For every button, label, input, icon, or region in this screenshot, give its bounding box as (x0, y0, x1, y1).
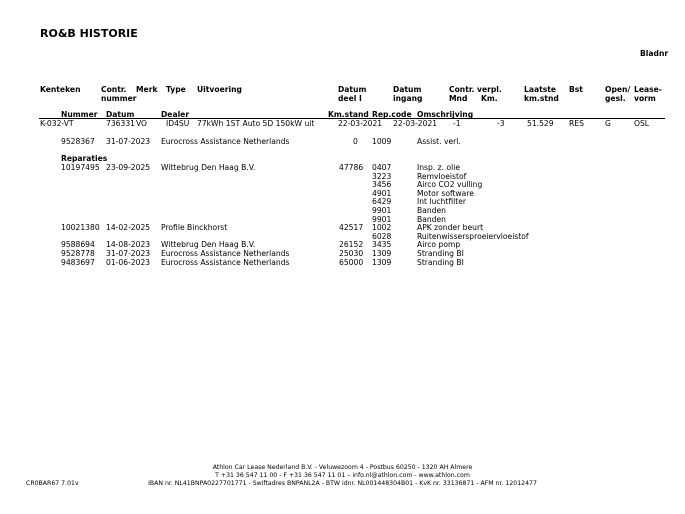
header-uitvoering: Uitvoering (197, 85, 242, 94)
report-title: RO&B HISTORIE (40, 27, 138, 40)
repair-dealer: Profile Binckhorst (161, 223, 228, 233)
repair-rep-code: 3223 (372, 171, 392, 181)
assist-dealer: Eurocross Assistance Netherlands (161, 137, 290, 146)
vehicle-merk: VO (136, 119, 148, 128)
vehicle-kenteken: K-032-VT (40, 119, 74, 128)
header-rep-code: Rep.code (372, 110, 412, 119)
repair-omschrijving: Airco CO2 vulling (417, 180, 483, 190)
vehicle-contract: 736331 (106, 119, 135, 128)
repair-rep-code: 3456 (372, 180, 392, 190)
vehicle-type: ID4SU (166, 119, 190, 128)
vehicle-uitvoering: 77kWh 1ST Auto 5D 150kW uit (197, 119, 315, 128)
header-km-stand: Km.stand (328, 110, 369, 119)
repair-nummer: 9483697 (61, 257, 95, 267)
repair-omschrijving: Banden (417, 214, 446, 224)
header-months: Mnd (449, 94, 468, 103)
header-open-closed-2: gesl. (605, 94, 626, 103)
vehicle-datum-ingang: 22-03-2021 (393, 119, 438, 128)
footer-bank-details: IBAN nr. NL41BNPA0227701771 - Swiftadres BNPANL2A - BTW idnr. NL001448304B01 - KvK nr. 33136871 - AFM nr. 12012477 (148, 480, 537, 487)
vehicle-km: -3 (497, 119, 505, 128)
repair-rep-code: 4901 (372, 188, 392, 198)
header-merk: Merk (136, 85, 158, 94)
repair-nummer: 10021380 (61, 223, 100, 233)
footer-contact: T +31 36 547 11 00 - F +31 36 547 11 01 – info.nl@athlon.com - www.athlon.com (215, 472, 470, 479)
header-datum-ingang-1: Datum (393, 85, 422, 94)
repair-rep-code: 9901 (372, 214, 392, 224)
repair-omschrijving: Airco pomp (417, 240, 461, 250)
vehicle-open-closed: G (605, 119, 611, 128)
assist-km-stand: 0 (353, 137, 358, 146)
repair-nummer: 9528778 (61, 249, 95, 258)
repair-datum: 31-07-2023 (106, 249, 151, 258)
repair-km-stand: 42517 (339, 223, 364, 233)
repair-omschrijving: Remvloeistof (417, 171, 467, 181)
repair-omschrijving: Banden (417, 206, 446, 215)
repair-km-stand: 26152 (339, 240, 364, 250)
header-datum-ingang-2: ingang (393, 94, 423, 103)
header-open-closed-1: Open/ (605, 85, 631, 94)
header-dealer: Dealer (161, 110, 190, 119)
repairs-section-label: Reparaties (61, 154, 108, 163)
repair-nummer: 9588694 (61, 240, 95, 250)
header-last-km-1: Laatste (524, 85, 557, 94)
repair-km-stand: 47786 (339, 163, 364, 172)
page-number-label: Bladnr (640, 49, 669, 58)
header-lease-type-1: Lease- (634, 85, 662, 94)
vehicle-bst: RES (569, 119, 584, 128)
repair-rep-code: 6429 (372, 197, 392, 207)
footer-form-code: CR0BAR67 7.01v (26, 480, 79, 487)
repair-omschrijving: Int luchtfilter (417, 197, 466, 207)
header-datum-deel-1: Datum (338, 85, 367, 94)
assist-datum: 31-07-2023 (106, 137, 151, 146)
repair-datum: 01-06-2023 (106, 257, 151, 267)
repair-nummer: 10197495 (61, 163, 100, 172)
header-contract-number-2: nummer (101, 94, 137, 103)
repair-rep-code: 9901 (372, 206, 392, 215)
repair-omschrijving: Stranding BI (417, 249, 464, 258)
repair-rep-code: 1309 (372, 257, 392, 267)
assist-nummer: 9528367 (61, 137, 95, 146)
header-lease-type-2: vorm (634, 94, 656, 103)
vehicle-last-km: 51.529 (527, 119, 554, 128)
repair-dealer: Wittebrug Den Haag B.V. (161, 240, 256, 250)
vehicle-datum-deel-1: 22-03-2021 (338, 119, 383, 128)
repair-rep-code: 1002 (372, 223, 392, 233)
header-type: Type (166, 85, 186, 94)
vehicle-months: -1 (453, 119, 461, 128)
assist-rep-code: 1009 (372, 137, 392, 146)
repair-omschrijving: Ruitenwissersproeiervloeistof (417, 231, 529, 241)
repair-rep-code: 0407 (372, 163, 392, 172)
repair-omschrijving: Stranding BI (417, 257, 464, 267)
repair-omschrijving: Insp. z. olie (417, 163, 461, 172)
header-contract-obligation: Contr. verpl. (449, 85, 502, 94)
vehicle-lease-type: OSL (634, 119, 650, 128)
repair-datum: 23-09-2025 (106, 163, 151, 172)
header-kenteken: Kenteken (40, 85, 81, 94)
footer-address: Athlon Car Lease Nederland B.V. - Veluwezoom 4 - Postbus 60250 - 1320 AH Almere (212, 464, 473, 471)
header-omschrijving: Omschrijving (417, 110, 474, 119)
repair-omschrijving: APK zonder beurt (417, 223, 484, 233)
header-bst: Bst (569, 85, 583, 94)
repair-km-stand: 65000 (339, 257, 364, 267)
repair-rep-code: 3435 (372, 240, 392, 250)
repair-datum: 14-02-2025 (106, 223, 151, 233)
header-contract-number-1: Contr. (101, 85, 127, 94)
repair-dealer: Eurocross Assistance Netherlands (161, 257, 290, 267)
header-datum-deel-2: deel I (338, 94, 362, 103)
header-last-km-2: km.stnd (524, 94, 559, 103)
repair-datum: 14-08-2023 (106, 240, 151, 250)
repair-rep-code: 1309 (372, 249, 392, 258)
header-km: Km. (481, 94, 498, 103)
repair-omschrijving: Motor software (417, 188, 474, 198)
header-datum: Datum (106, 110, 135, 119)
repair-dealer: Eurocross Assistance Netherlands (161, 249, 290, 258)
header-nummer: Nummer (61, 110, 98, 119)
repair-km-stand: 25030 (339, 249, 364, 258)
repair-dealer: Wittebrug Den Haag B.V. (161, 163, 256, 172)
repair-rep-code: 6028 (372, 231, 392, 241)
assist-omschrijving: Assist. verl. (417, 137, 461, 146)
